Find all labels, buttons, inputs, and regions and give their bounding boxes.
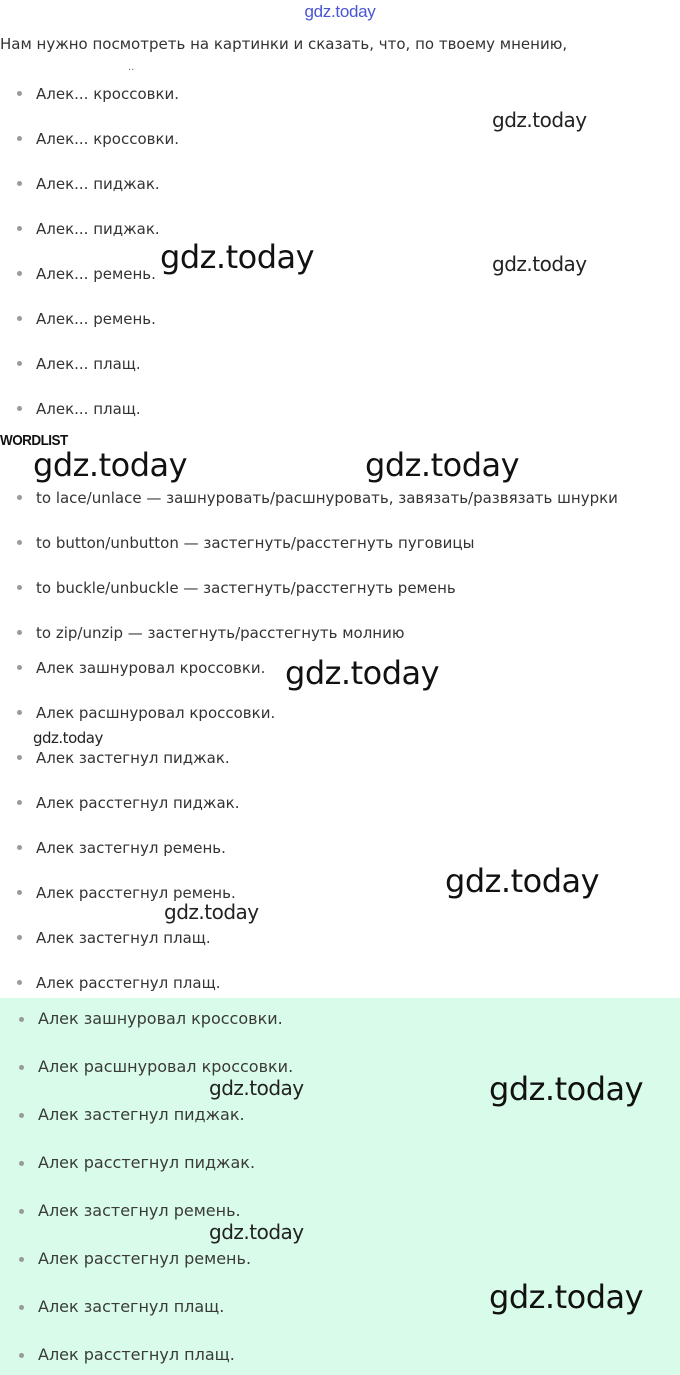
bullet-icon <box>17 495 22 500</box>
intro-ellipsis: .. <box>128 62 135 73</box>
watermark: gdz.today <box>33 446 188 484</box>
bullet-icon <box>17 181 22 186</box>
wordlist-heading: WORDLIST <box>0 432 68 449</box>
watermark: gdz.today <box>33 729 103 747</box>
bullet-icon <box>17 136 22 141</box>
bullet-icon <box>17 540 22 545</box>
watermark: gdz.today <box>164 900 259 924</box>
bullet-icon <box>19 1209 24 1214</box>
watermark: gdz.today <box>365 446 520 484</box>
watermark: gdz.today <box>489 1278 644 1316</box>
watermark: gdz.today <box>492 252 587 276</box>
bullet-icon <box>17 980 22 985</box>
bullet-icon <box>17 585 22 590</box>
watermark: gdz.today <box>209 1076 304 1100</box>
bullet-icon <box>19 1065 24 1070</box>
bullet-icon <box>17 630 22 635</box>
bullet-icon <box>17 755 22 760</box>
site-logo[interactable]: gdz.today <box>304 2 376 21</box>
intro-text: Нам нужно посмотреть на картинки и сказать, что, по твоему мнению, <box>0 35 568 53</box>
bullet-icon <box>17 845 22 850</box>
bullet-icon <box>17 226 22 231</box>
watermark: gdz.today <box>209 1220 304 1244</box>
bullet-icon <box>17 710 22 715</box>
bullet-icon <box>17 800 22 805</box>
bullet-icon <box>19 1017 24 1022</box>
bullet-icon <box>17 361 22 366</box>
watermark: gdz.today <box>489 1070 644 1108</box>
answer-box: Алек зашнуровал кроссовки. Алек расшнуровал кроссовки. Алек застегнул пиджак. Алек расстегнул пиджак. Алек застегнул ремень. Алек расстегнул ремень. Алек застегнул плащ. Алек расстегнул плащ. <box>0 998 680 1375</box>
watermark: gdz.today <box>285 654 440 692</box>
bullet-icon <box>19 1257 24 1262</box>
bullet-icon <box>19 1113 24 1118</box>
bullet-icon <box>19 1353 24 1358</box>
watermark: gdz.today <box>445 862 600 900</box>
bullet-icon <box>17 91 22 96</box>
bullet-icon <box>17 890 22 895</box>
bullet-icon <box>17 935 22 940</box>
watermark: gdz.today <box>492 108 587 132</box>
bullet-icon <box>17 665 22 670</box>
bullet-icon <box>17 406 22 411</box>
bullet-icon <box>19 1305 24 1310</box>
bullet-icon <box>19 1161 24 1166</box>
bullet-icon <box>17 316 22 321</box>
bullet-icon <box>17 271 22 276</box>
watermark: gdz.today <box>160 238 315 276</box>
